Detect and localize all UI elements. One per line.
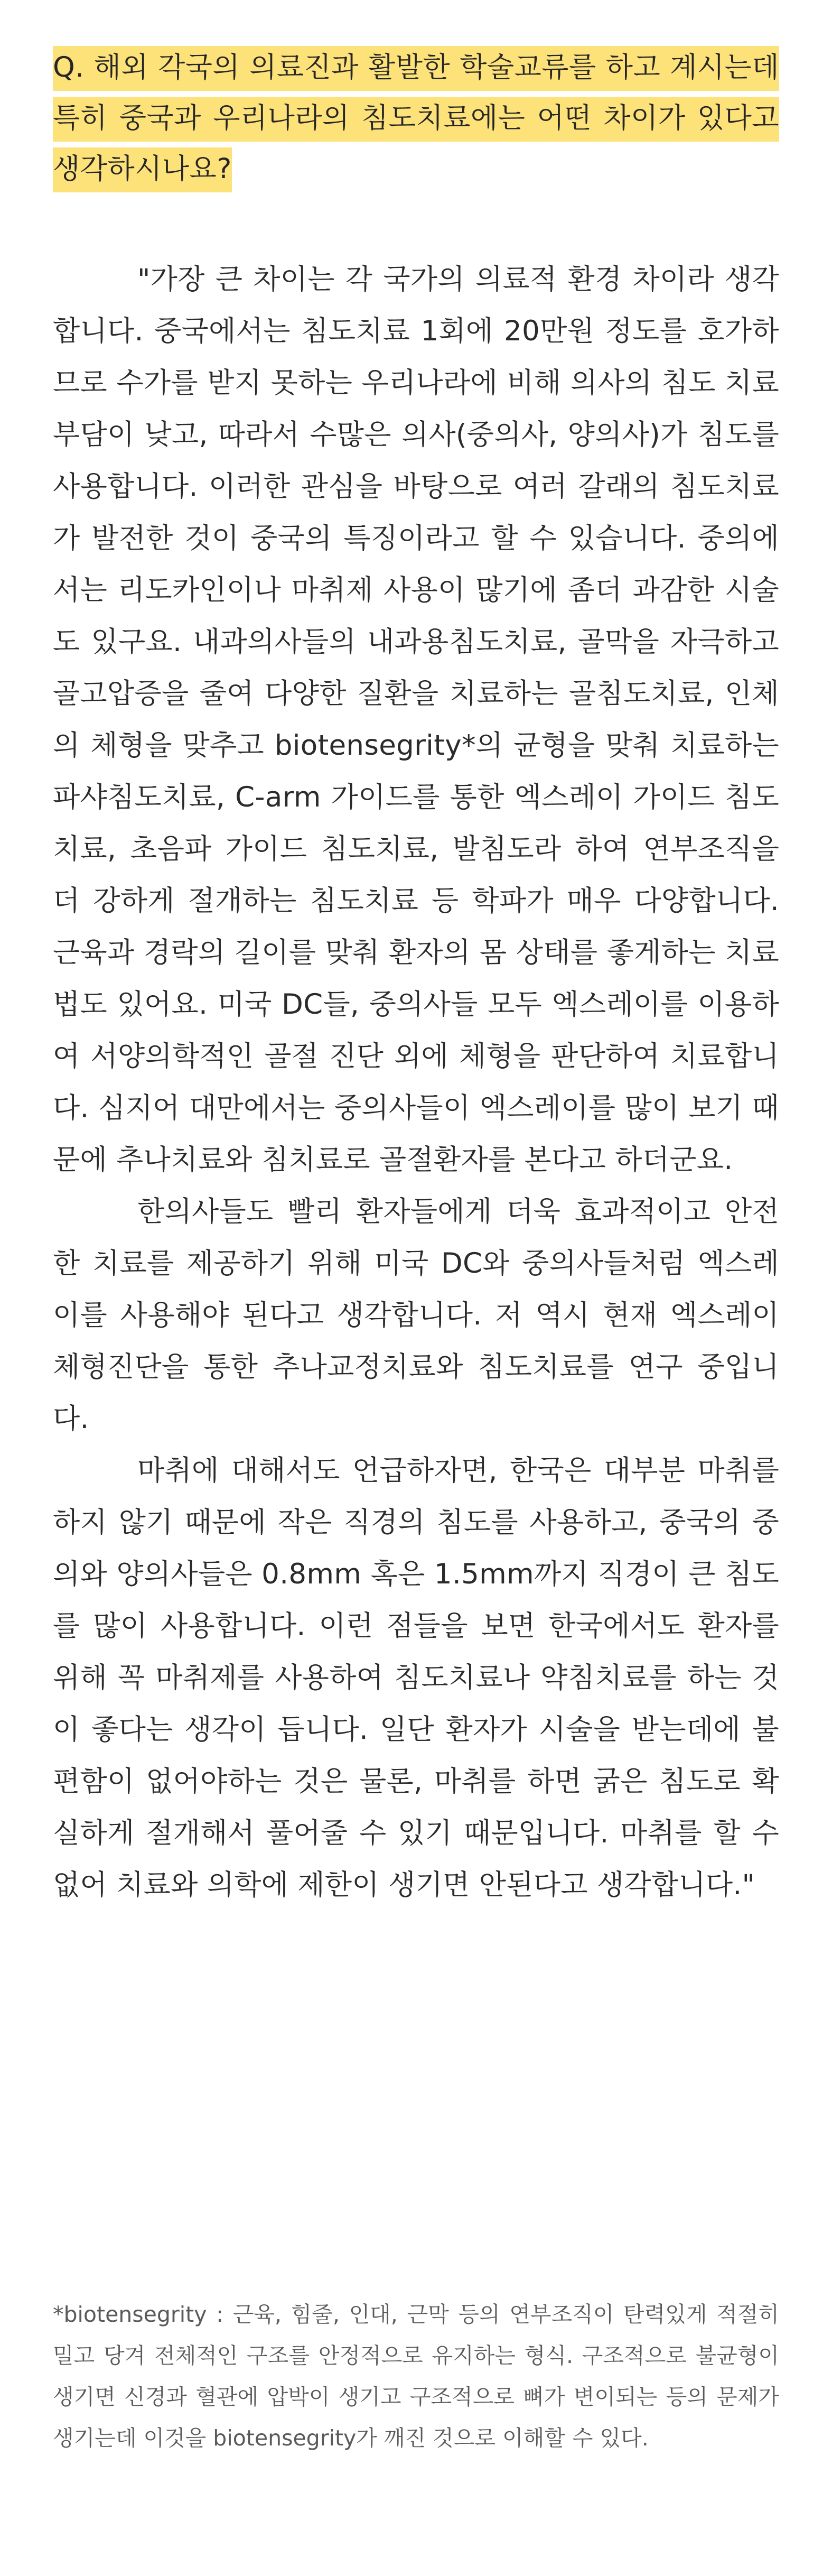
interview-answer bbox=[53, 254, 779, 1911]
answer-paragraph: 마취에 대해서도 언급하자면, 한국은 대부분 마취를 하지 않기 때문에 작은 직경의 침도를 사용하고, 중국의 중의와 양의사들은 0.8mm 혹은 1.5mm까지 직경이 큰 침도를 많이 사용합니다. 이런 점들을 보면 한국에서도 환자를 위해 꼭 마취제를 사용하여 침도치료나 약침치료를 하는 것이 좋다는 생각이 듭니다. 일단 환자가 시술을 받는데에 불편함이 없어야하는 것은 물론, 마취를 하면 굵은 침도로 확실하게 절개해서 풀어줄 수 있기 때문입니다. 마취를 할 수 없어 치료와 의학에 제한이 생기면 안된다고 생각합니다." bbox=[53, 1454, 779, 1901]
answer-paragraph: 한의사들도 빨리 환자들에게 더욱 효과적이고 안전한 치료를 제공하기 위해 미국 DC와 중의사들처럼 엑스레이를 사용해야 된다고 생각합니다. 저 역시 현재 엑스레이 체형진단을 통한 추나교정치료와 침도치료를 연구 중입니다. bbox=[53, 1196, 779, 1435]
footnote: *biotensegrity : 근육, 힘줄, 인대, 근막 등의 연부조직이 탄력있게 적절히 밀고 당겨 전체적인 구조를 안정적으로 유지하는 형식. 구조적으로 불균형이 생기면 신경과 혈관에 압박이 생기고 구조적으로 뼈가 변이되는 등의 문제가 생기는데 이것을 biotensegrity가 깨진 것으로 이해할 수 있다. bbox=[53, 2302, 779, 2451]
interview-question bbox=[53, 42, 779, 194]
question-highlight: Q. 해외 각국의 의료진과 활발한 학술교류를 하고 계시는데 특히 중국과 우리나라의 침도치료에는 어떤 차이가 있다고 생각하시나요? bbox=[53, 46, 779, 192]
answer-paragraph: "가장 큰 차이는 각 국가의 의료적 환경 차이라 생각합니다. 중국에서는 침도치료 1회에 20만원 정도를 호가하므로 수가를 받지 못하는 우리나라에 비해 의사의 침도 치료 부담이 낮고, 따라서 수많은 의사(중의사, 양의사)가 침도를 사용합니다. 이러한 관심을 바탕으로 여러 갈래의 침도치료가 발전한 것이 중국의 특징이라고 할 수 있습니다. 중의에서는 리도카인이나 마취제 사용이 많기에 좀더 과감한 시술도 있구요. 내과의사들의 내과용침도치료, 골막을 자극하고 골고압증을 줄여 다양한 질환을 치료하는 골침도치료, 인체의 체형을 맞추고 biotensegrity*의 균형을 맞춰 치료하는 파샤침도치료, C-arm 가이드를 통한 엑스레이 가이드 침도치료, 초음파 가이드 침도치료, 발침도라 하여 연부조직을 더 강하게 절개하는 침도치료 등 학파가 매우 다양합니다. 근육과 경락의 길이를 맞춰 환자의 몸 상태를 좋게하는 치료법도 있어요. 미국 DC들, 중의사들 모두 엑스레이를 이용하여 서양의학적인 골절 진단 외에 체형을 판단하여 치료합니다. 심지어 대만에서는 중의사들이 엑스레이를 많이 보기 때문에 추나치료와 침치료로 골절환자를 본다고 하더군요. bbox=[53, 263, 779, 1176]
